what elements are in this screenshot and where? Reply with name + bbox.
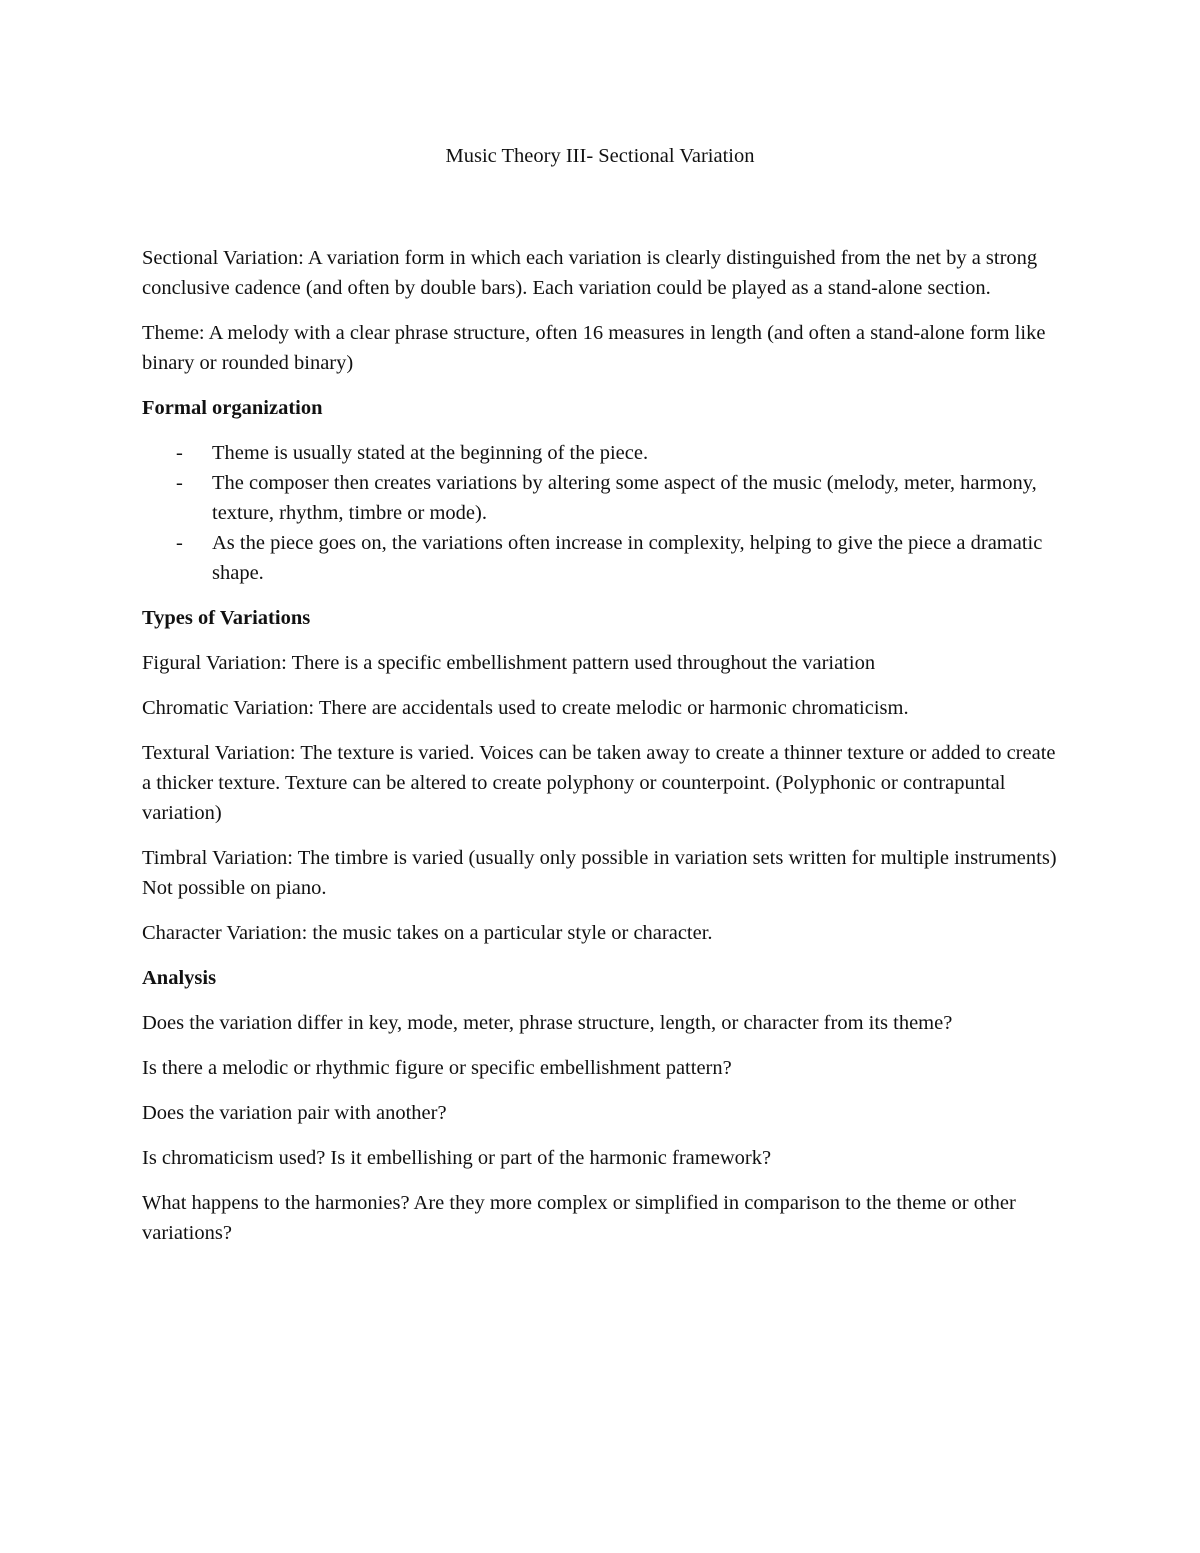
heading-formal-organization: Formal organization xyxy=(142,397,323,419)
list-item-text: Theme is usually stated at the beginning of the piece. xyxy=(212,442,649,464)
variation-text: The texture is varied. Voices can be taken away to create a thinner texture or added to create a thicker texture. Texture can be altered to create polyphony or counterpoint. (Polyphonic or contrapuntal variation) xyxy=(142,742,1056,824)
definition-term: Theme: xyxy=(142,322,205,344)
heading-analysis: Analysis xyxy=(142,967,217,989)
definition-sectional-variation xyxy=(142,243,1058,303)
variation-type-timbral xyxy=(142,843,1058,903)
variation-term: Timbral Variation: xyxy=(142,847,293,869)
definition-text: A variation form in which each variation is clearly distinguished from the net by a strong conclusive cadence (and often by double bars). Each variation could be played as a stand-alone section. xyxy=(142,247,1038,299)
analysis-question: Does the variation pair with another? xyxy=(142,1102,447,1124)
variation-type-character xyxy=(142,918,1058,948)
analysis-question: Is chromaticism used? Is it embellishing or part of the harmonic framework? xyxy=(142,1147,772,1169)
heading-types-of-variations: Types of Variations xyxy=(142,607,311,629)
variation-term: Character Variation: xyxy=(142,922,308,944)
definition-theme xyxy=(142,318,1058,378)
bullet-dash: - xyxy=(176,442,183,464)
variation-term: Chromatic Variation: xyxy=(142,697,315,719)
variation-type-textural xyxy=(142,738,1058,828)
document-title: Music Theory III- Sectional Variation xyxy=(445,145,755,167)
variation-type-figural xyxy=(142,648,1058,678)
list-item-text: The composer then creates variations by altering some aspect of the music (melody, meter, harmony, texture, rhythm, timbre or mode). xyxy=(212,472,1037,524)
formal-organization-list xyxy=(142,438,1058,588)
definition-term: Sectional Variation: xyxy=(142,247,304,269)
analysis-question: Does the variation differ in key, mode, meter, phrase structure, length, or character from its theme? xyxy=(142,1012,953,1034)
variation-text: There are accidentals used to create melodic or harmonic chromaticism. xyxy=(318,697,909,719)
bullet-dash: - xyxy=(176,472,183,494)
variation-term: Textural Variation: xyxy=(142,742,296,764)
variation-term: Figural Variation: xyxy=(142,652,287,674)
variation-text: the music takes on a particular style or character. xyxy=(312,922,713,944)
variation-text: There is a specific embellishment pattern used throughout the variation xyxy=(291,652,876,674)
bullet-dash: - xyxy=(176,532,183,554)
variation-type-chromatic xyxy=(142,693,1058,723)
variation-text: The timbre is varied (usually only possible in variation sets written for multiple instruments) Not possible on piano. xyxy=(142,847,1057,899)
definition-text: A melody with a clear phrase structure, often 16 measures in length (and often a stand-alone form like binary or rounded binary) xyxy=(142,322,1046,374)
list-item-text: As the piece goes on, the variations often increase in complexity, helping to give the piece a dramatic shape. xyxy=(212,532,1043,584)
list-item xyxy=(142,438,1058,468)
list-item xyxy=(142,468,1058,528)
analysis-question: What happens to the harmonies? Are they more complex or simplified in comparison to the theme or other variations? xyxy=(142,1192,1016,1244)
analysis-question: Is there a melodic or rhythmic figure or specific embellishment pattern? xyxy=(142,1057,732,1079)
list-item xyxy=(142,528,1058,588)
document-page xyxy=(142,141,1058,1263)
